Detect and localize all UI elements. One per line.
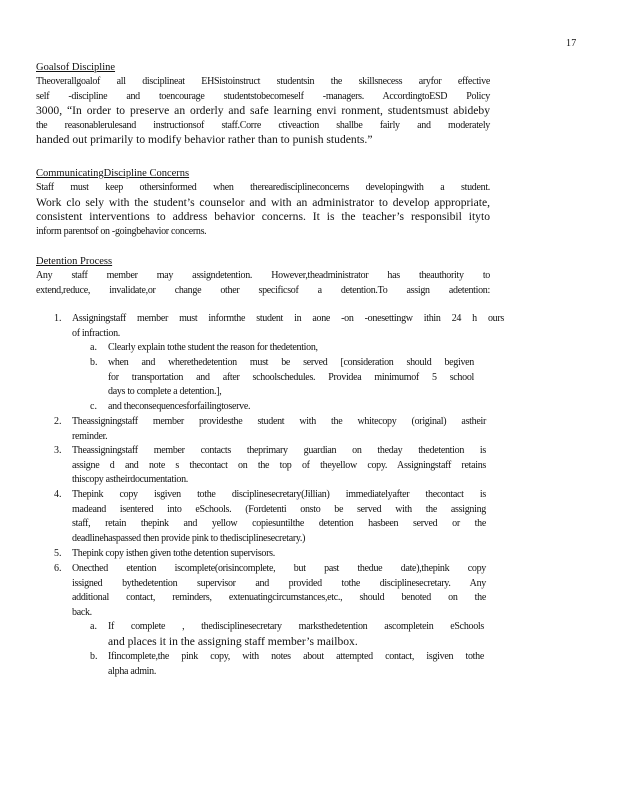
- step-line: Theassigningstaff member providesthe student with the whitecopy (original) astheir: [72, 416, 486, 427]
- detention-intro-line: extend,reduce, invalidate,or change other specificsof a detention.To assign adetention:: [36, 284, 490, 296]
- goals-line: self -discipline and toencourage studentstobecomeself -managers. AccordingtoESD Policy: [36, 90, 490, 102]
- step-number: 1.: [54, 313, 62, 324]
- step-number: 3.: [54, 445, 62, 456]
- step-line: thiscopy astheirdocumentation.: [72, 474, 188, 486]
- substep-letter: c.: [90, 401, 97, 412]
- step-line: madeand isentered into eSchools. (Fordetenti onsto be served with the assigning: [72, 503, 486, 515]
- step-line: back.: [72, 606, 92, 618]
- substep-line: alpha admin.: [108, 665, 157, 677]
- goals-section: [36, 62, 490, 74]
- substep-line: for transportation and after schoolschedules. Providea minimumof 5 school: [108, 371, 474, 383]
- step-number: 4.: [54, 489, 62, 500]
- substep-letter: a.: [90, 621, 97, 632]
- communicating-heading: CommunicatingDiscipline Concerns: [36, 168, 190, 179]
- substep-line: and theconsequencesforfailingtoserve.: [108, 401, 251, 412]
- goals-line: handed out primarily to modify behavior rather than to punish students.”: [36, 133, 373, 147]
- step-line: staff, retain thepink and yellow copiesuntilthe detention hasbeen served or the: [72, 518, 486, 530]
- communicating-line: Work clo sely with the student’s counselor and with an administrator to develop appropriate,: [36, 195, 490, 209]
- step-line: Thepink copy isthen given tothe detention supervisors.: [72, 548, 275, 559]
- substep-letter: b.: [90, 357, 98, 368]
- step-number: 6.: [54, 563, 62, 574]
- communicating-line: consistent interventions to address behavior concerns. It is the teacher’s responsibil ityto: [36, 210, 490, 224]
- substep-line: Ifincomplete,the pink copy, with notes about attempted contact, isgiven tothe: [108, 651, 484, 662]
- step-number: 5.: [54, 548, 62, 559]
- step-line: issigned bythedetention supervisor and provided tothe disciplinesecretary. Any: [72, 577, 486, 589]
- step-line: Onecthed etention iscomplete(orisincomplete, but past thedue date),thepink copy: [72, 563, 486, 574]
- page-number: 17: [566, 38, 577, 49]
- substep-line: Clearly explain tothe student the reason for thedetention,: [108, 342, 318, 353]
- substep-letter: b.: [90, 651, 98, 662]
- step-number: 2.: [54, 416, 62, 427]
- substep-line: days to complete a detention.],: [108, 386, 222, 398]
- detention-section: [36, 256, 490, 268]
- step-line: Thepink copy isgiven tothe disciplinesecretary(Jillian) immediatelyafter thecontact is: [72, 489, 486, 500]
- goals-body: [36, 75, 490, 148]
- goals-heading: Goalsof Discipline: [36, 62, 116, 73]
- substep-line: and places it in the assigning staff member’s mailbox.: [108, 634, 358, 648]
- step-line: Assigningstaff member must informthe student in aone -on -onesettingw ithin 24 h ours: [72, 313, 504, 324]
- goals-line: 3000, “In order to preserve an orderly and safe learning envi ronment, studentsmust abideby: [36, 104, 490, 118]
- step-line: additional contact, reminders, extenuatingcircumstances,etc., should benoted on the: [72, 592, 486, 604]
- substep-line: If complete , thedisciplinesecretary marksthedetention ascompletein eSchools: [108, 621, 484, 632]
- goals-line: the reasonablerulesand instructionsof staff.Corre ctiveaction shallbe fairly and moderately: [36, 119, 490, 131]
- substep-letter: a.: [90, 342, 97, 353]
- detention-heading: Detention Process: [36, 256, 113, 267]
- communicating-section: [36, 168, 490, 180]
- communicating-body: [36, 181, 490, 239]
- substep-line: when and wherethedetention must be served [consideration should begiven: [108, 357, 474, 368]
- step-line: reminder.: [72, 430, 108, 442]
- step-line: Theassigningstaff member contacts theprimary guardian on theday thedetention is: [72, 445, 486, 456]
- detention-intro-line: Any staff member may assigndetention. However,theadministrator has theauthority to: [36, 270, 490, 281]
- communicating-line: Staff must keep othersinformed when therearedisciplineconcerns developingwith a student.: [36, 182, 490, 193]
- communicating-line: inform parentsof on -goingbehavior concerns.: [36, 225, 207, 237]
- detention-intro: [36, 269, 490, 298]
- step-line: of infraction.: [72, 327, 121, 339]
- step-line: assigne d and note s thecontact on the top of theyellow copy. Assigningstaff retains: [72, 459, 486, 471]
- step-line: deadlinehaspassed then provide pink to thedisciplinesecretary.): [72, 532, 306, 544]
- goals-line: Theoverallgoalof all disciplineat EHSistoinstruct studentsin the skillsnecess aryfor effective: [36, 76, 490, 87]
